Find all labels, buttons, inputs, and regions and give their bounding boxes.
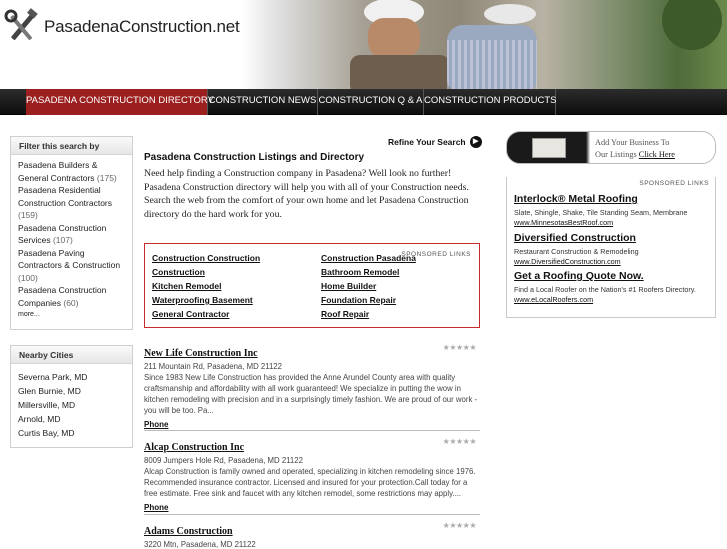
click-here-link[interactable]: Click Here (638, 149, 675, 159)
listing-item (144, 343, 480, 429)
ad-url[interactable]: www.DiversifiedConstruction.com (514, 257, 621, 266)
city-link[interactable]: Severna Park, MD (18, 372, 88, 382)
cities-list (11, 364, 132, 444)
listing-phone-link[interactable]: Phone (144, 420, 169, 429)
arrow-right-icon: ▶ (470, 136, 482, 148)
listing-title[interactable]: Alcap Construction Inc (144, 442, 245, 453)
page-title: Pasadena Construction Listings and Directory (144, 152, 365, 163)
rating-stars: ★★★★★ (442, 521, 476, 530)
city-link[interactable]: Curtis Bay, MD (18, 428, 75, 438)
listing-phone-link[interactable]: Phone (144, 503, 169, 512)
ad-title[interactable]: Get a Roofing Quote Now. (514, 270, 644, 282)
tools-icon (4, 8, 40, 46)
sponsored-label: SPONSORED LINKS (401, 251, 471, 258)
ad-link[interactable]: Home Builder (321, 281, 377, 291)
main-nav (0, 89, 727, 115)
ad-title[interactable]: Interlock® Metal Roofing (514, 193, 638, 205)
listing-address: 8009 Jumpers Hole Rd, Pasadena, MD 21122 (144, 456, 303, 465)
ad-link[interactable]: Roof Repair (321, 309, 370, 319)
logo-text: PasadenaConstruction.net (44, 17, 240, 36)
nav-directory[interactable]: PASADENA CONSTRUCTION DIRECTORY (26, 89, 208, 115)
cities-title: Nearby Cities (11, 346, 132, 364)
sponsored-links-box (144, 243, 480, 328)
sponsored-label: SPONSORED LINKS (639, 180, 709, 187)
nav-news[interactable]: CONSTRUCTION NEWS (208, 89, 318, 115)
refine-search-button[interactable] (388, 136, 482, 148)
ad-title[interactable]: Diversified Construction (514, 232, 636, 244)
ad-link[interactable]: Kitchen Remodel (152, 281, 222, 291)
add-business-banner[interactable] (506, 131, 716, 164)
ad-description: Restaurant Construction & Remodeling (514, 247, 639, 256)
page-intro: Need help finding a Construction company in Pasadena? Well look no further! Pasadena Construction directory will help you with all of your Construction needs. Search the web from the comfort of your own home and let Pasadena Construction directory do the hard work for you. (144, 168, 469, 221)
filter-title: Filter this search by (11, 137, 132, 155)
site-header (0, 0, 727, 89)
listing-card-image (532, 138, 566, 158)
ad-link[interactable]: Construction Pasadena (321, 253, 416, 263)
ad-description: Slate, Shingle, Shake, Tile Standing Seam, Membrane (514, 208, 688, 217)
filter-box (10, 136, 133, 330)
city-link[interactable]: Arnold, MD (18, 414, 61, 424)
ad-link[interactable]: Foundation Repair (321, 295, 397, 305)
rating-stars: ★★★★★ (442, 437, 476, 446)
filter-item[interactable]: Pasadena Residential Construction Contractors (159) (18, 185, 113, 220)
ad-description: Find a Local Roofer on the Nation's #1 Roofers Directory. (514, 285, 696, 294)
nav-qa[interactable]: CONSTRUCTION Q & A (318, 89, 424, 115)
filter-item[interactable]: Pasadena Construction Services (107) (18, 222, 107, 245)
ad-url[interactable]: www.MinnesotasBestRoof.com (514, 218, 614, 227)
filter-item[interactable]: Pasadena Builders & General Contractors (175) (18, 160, 117, 183)
ad-link[interactable]: Waterproofing Basement (152, 295, 253, 305)
filter-item[interactable]: Pasadena Construction Companies (60) (18, 285, 107, 308)
workers-photo (242, 0, 727, 89)
filter-list (11, 155, 132, 326)
site-logo[interactable] (4, 8, 240, 46)
sponsored-ad (514, 189, 687, 227)
filter-item[interactable]: Pasadena Paving Contractors & Construction (100) (18, 247, 121, 283)
listing-divider (144, 514, 480, 515)
cities-box (10, 345, 133, 448)
sponsored-ad (514, 266, 696, 304)
ad-url[interactable]: www.eLocalRoofers.com (514, 295, 594, 304)
listing-address: 3220 Mtn, Pasadena, MD 21122 (144, 540, 256, 549)
listing-divider (144, 430, 480, 431)
filter-more-link[interactable]: more... (18, 311, 40, 318)
city-link[interactable]: Millersville, MD (18, 400, 76, 410)
right-sponsored-links (506, 177, 716, 318)
sponsored-ad (514, 228, 639, 266)
city-link[interactable]: Glen Burnie, MD (18, 386, 81, 396)
listing-description: Since 1983 New Life Construction has provided the Anne Arundel County area with quality craftsmanship and affordability with all work guaranteed! We specialize in putting the wow in kitchen remodeling with precision and in a surprisingly timely fashion. We are proud of our work - you will be too. Pa... (144, 373, 478, 415)
listing-address: 211 Mountain Rd, Pasadena, MD 21122 (144, 362, 282, 371)
rating-stars: ★★★★★ (442, 343, 476, 352)
nav-products[interactable]: CONSTRUCTION PRODUCTS (424, 89, 556, 115)
listing-title[interactable]: Adams Construction (144, 526, 233, 537)
ad-link[interactable]: Construction Construction (152, 253, 261, 263)
ad-link[interactable]: General Contractor (152, 309, 230, 319)
add-business-text: Add Your Business To Our Listings Click Here (595, 138, 675, 159)
refine-label: Refine Your Search (388, 137, 466, 147)
ad-link[interactable]: Bathroom Remodel (321, 267, 400, 277)
listing-item (144, 437, 480, 512)
listing-description: Alcap Construction is family owned and operated, specializing in kitchen remodeling since 1976. Recommended insurance contractor. Licensed and insured for your protection.Call today for a free estimate. Free sink and faucet with any kitchen remodel, some restrictions may apply.... (144, 467, 476, 498)
listing-title[interactable]: New Life Construction Inc (144, 348, 258, 359)
header-hero-image (242, 0, 727, 89)
ad-link[interactable]: Construction (152, 267, 205, 277)
